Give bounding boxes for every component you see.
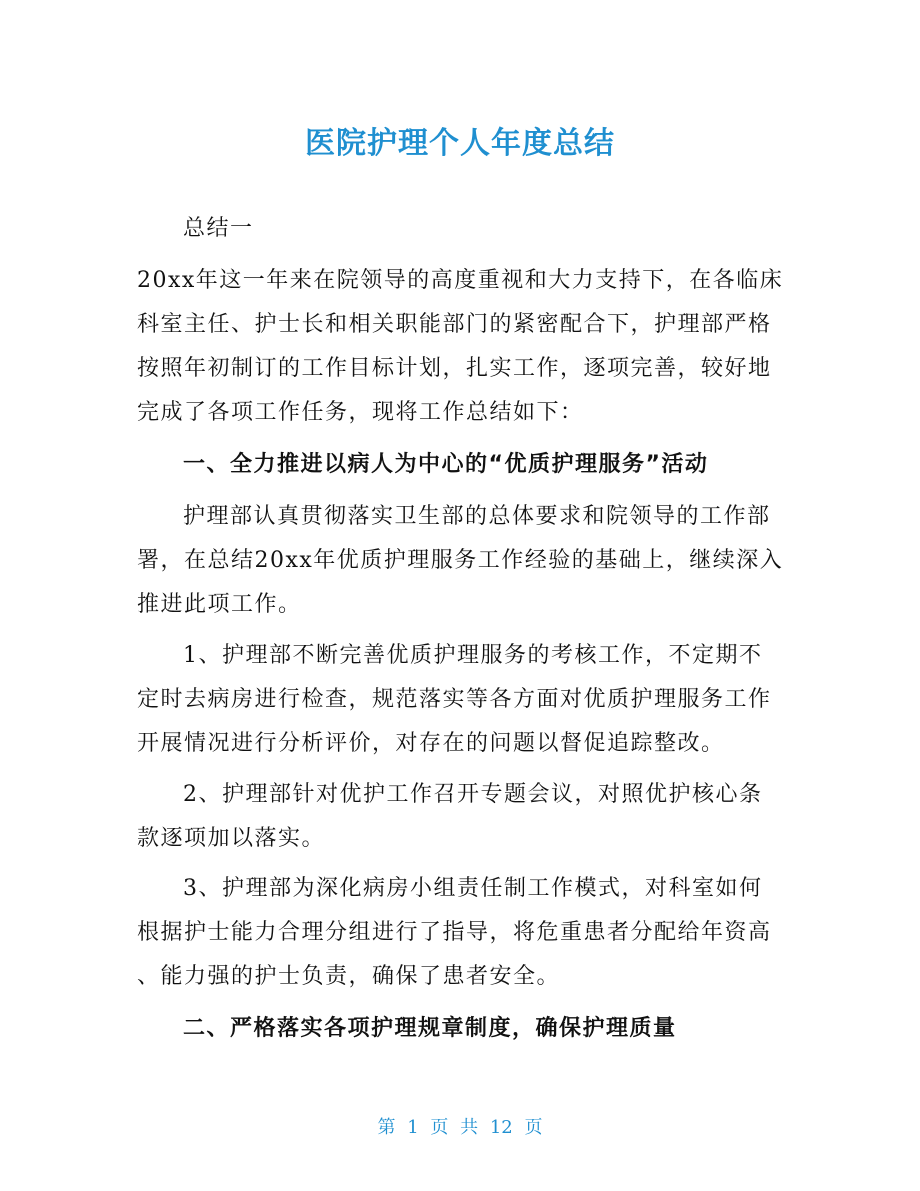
paragraph-line: 完成了各项工作任务，现将工作总结如下： [137, 400, 584, 425]
paragraph-line: 科室主任、护士长和相关职能部门的紧密配合下，护理部严格 [137, 312, 772, 337]
paragraph-line: 3、护理部为深化病房小组责任制工作模式，对科室如何 [183, 876, 763, 901]
paragraph-line: 、能力强的护士负责，确保了患者安全。 [137, 964, 561, 989]
paragraph-line: 1、护理部不断完善优质护理服务的考核工作，不定期不 [183, 643, 763, 668]
paragraph-line: 推进此项工作。 [137, 592, 302, 617]
paragraph-line: 定时去病房进行检查，规范落实等各方面对优质护理服务工作 [137, 687, 772, 712]
paragraph-line: 按照年初制订的工作目标计划，扎实工作，逐项完善，较好地 [137, 356, 772, 381]
paragraph-line: 署，在总结20xx年优质护理服务工作经验的基础上，继续深入 [137, 548, 784, 573]
paragraph-line: 护理部认真贯彻落实卫生部的总体要求和院领导的工作部 [183, 504, 771, 529]
paragraph-line: 根据护士能力合理分组进行了指导，将危重患者分配给年资高 [137, 920, 772, 945]
paragraph-line: 开展情况进行分析评价，对存在的问题以督促追踪整改。 [137, 731, 725, 756]
paragraph-line: 2、护理部针对优护工作召开专题会议，对照优护核心条 [183, 782, 763, 807]
heading-one: 一、全力推进以病人为中心的“优质护理服务”活动 [183, 452, 709, 477]
document-title: 医院护理个人年度总结 [305, 126, 615, 161]
heading-two: 二、严格落实各项护理规章制度，确保护理质量 [183, 1016, 677, 1041]
section-label: 总结一 [183, 216, 254, 241]
paragraph-line: 20xx年这一年来在院领导的高度重视和大力支持下，在各临床 [137, 268, 784, 293]
paragraph-line: 款逐项加以落实。 [137, 826, 326, 851]
page-footer: 第 1 页 共 12 页 [377, 1117, 543, 1138]
